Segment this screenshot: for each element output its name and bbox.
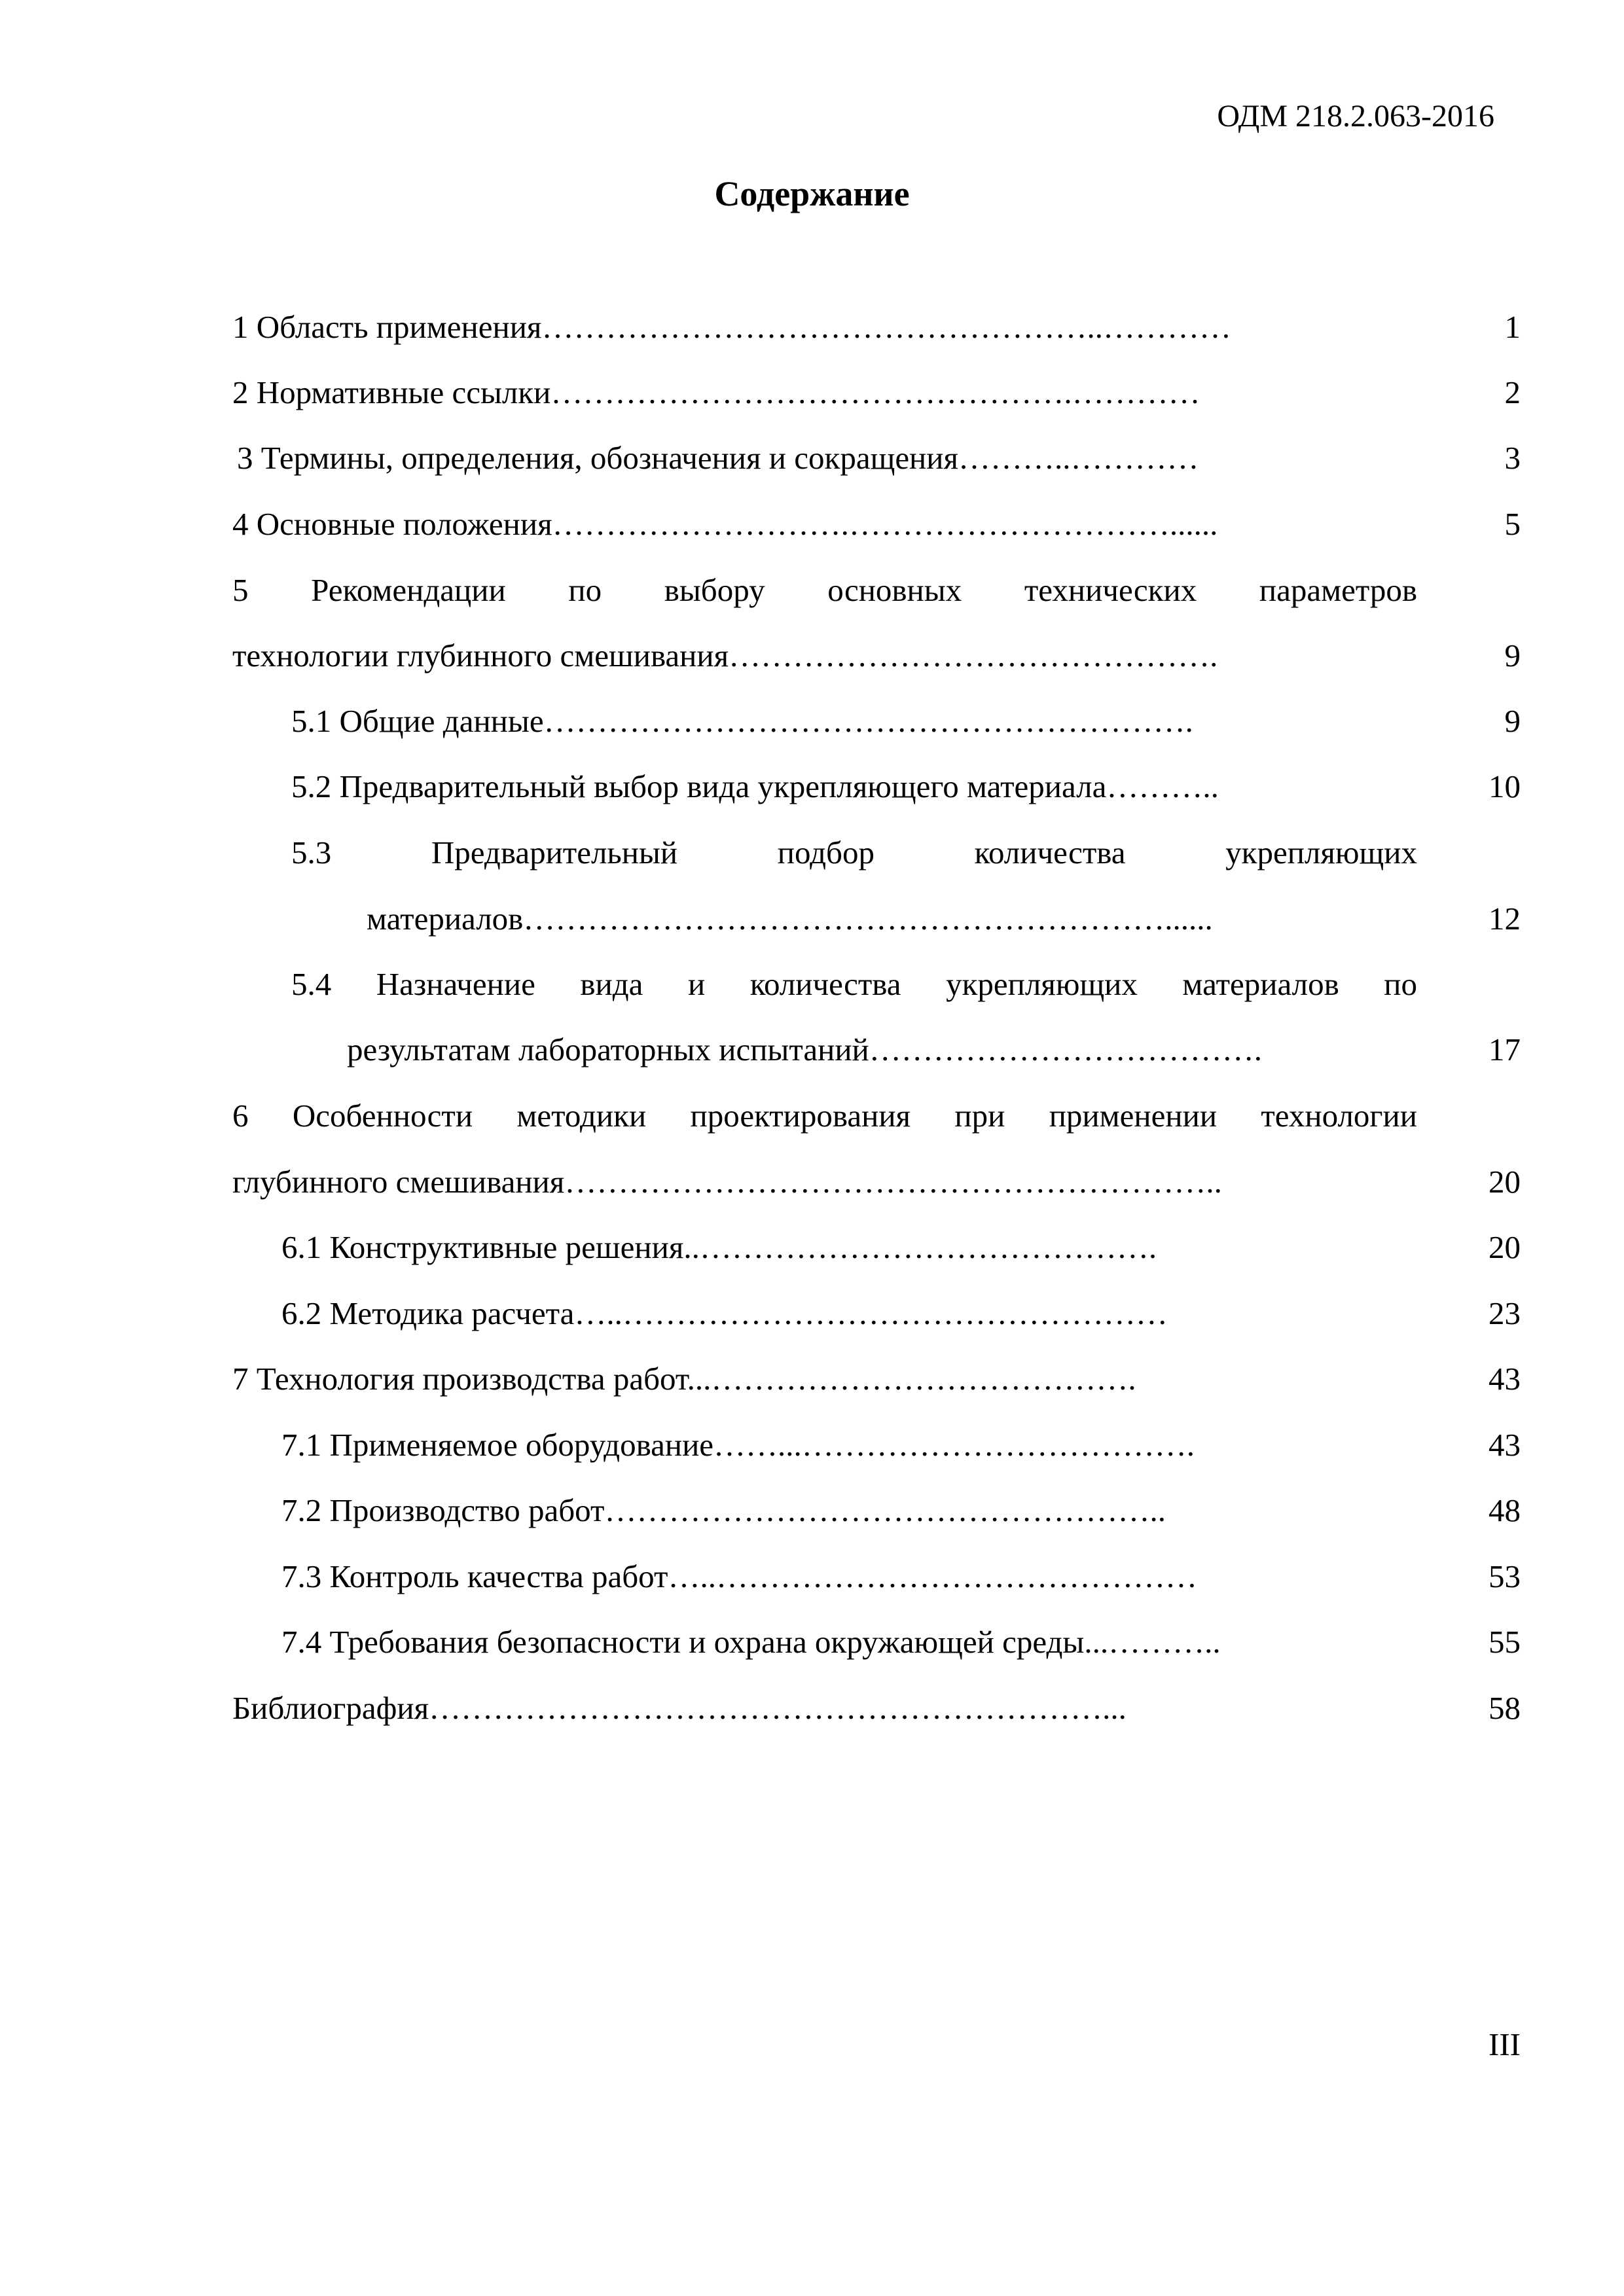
toc-entry-5-3-line-1[interactable]	[291, 833, 1417, 872]
toc-entry-5-1[interactable]: 5.1 Общие данные…………………………………………………….	[291, 703, 1193, 739]
word: Рекомендации	[311, 572, 506, 608]
toc-entry-2[interactable]: 2 Нормативные ссылки………………………………………….…………	[232, 374, 1200, 410]
toc-entry-5-2[interactable]: 5.2 Предварительный выбор вида укрепляющего материала………..	[291, 768, 1219, 804]
toc-entry-5-3-line-2[interactable]: материалов……………………………………………………......	[367, 901, 1213, 937]
word: проектирования	[690, 1098, 911, 1134]
toc-entry-5-4-line-1[interactable]	[291, 965, 1417, 1004]
word: Назначение	[376, 966, 535, 1002]
word: применении	[1049, 1098, 1218, 1134]
toc-page-6: 20	[1489, 1164, 1521, 1200]
toc-page-3: 3	[1504, 440, 1521, 476]
word: количества	[974, 834, 1126, 870]
toc-page-6-1: 20	[1489, 1229, 1521, 1265]
word: технологии	[1261, 1098, 1417, 1134]
toc-page-4: 5	[1504, 506, 1521, 542]
word: основных	[827, 572, 962, 608]
toc-entry-bibliography[interactable]: Библиография………………………………………………………...	[232, 1690, 1127, 1726]
toc-entry-1[interactable]: 1 Область применения……………………………………………..…………	[232, 309, 1231, 345]
word: параметров	[1259, 572, 1417, 608]
toc-entry-6-2[interactable]: 6.2 Методика расчета…..……………………………………………	[281, 1295, 1168, 1331]
page-number: III	[1489, 2026, 1521, 2062]
word: укрепляющих	[946, 966, 1138, 1002]
word: Предварительный	[431, 834, 678, 870]
toc-entry-5-line-1[interactable]	[232, 571, 1417, 610]
toc-entry-6-line-1[interactable]	[232, 1096, 1417, 1136]
toc-page-5-3: 12	[1489, 901, 1521, 937]
word: количества	[749, 966, 901, 1002]
toc-entry-6-line-2[interactable]: глубинного смешивания……………………………………………………..	[232, 1164, 1222, 1200]
toc-page-7-3: 53	[1489, 1558, 1521, 1594]
toc-entry-7-4[interactable]: 7.4 Требования безопасности и охрана окружающей среды...………..	[281, 1624, 1221, 1660]
word: при	[954, 1098, 1005, 1134]
toc-page-bibliography: 58	[1489, 1690, 1521, 1726]
document-code: ОДМ 218.2.063-2016	[1217, 99, 1494, 134]
word: подбор	[777, 834, 875, 870]
toc-entry-5-line-2[interactable]: технологии глубинного смешивания……………………………………….	[232, 637, 1218, 673]
word: Особенности	[292, 1098, 473, 1134]
word: 5	[232, 572, 249, 608]
page-title: Содержание	[714, 174, 910, 213]
toc-page-7-4: 55	[1489, 1624, 1521, 1660]
toc-entry-3[interactable]: 3 Термины, определения, обозначения и сокращения………..…………	[237, 440, 1199, 476]
word: выбору	[664, 572, 765, 608]
word: и	[687, 966, 706, 1002]
toc-entry-7-2[interactable]: 7.2 Производство работ……………………………………………..	[281, 1492, 1166, 1528]
word: методики	[516, 1098, 647, 1134]
toc-page-1: 1	[1504, 309, 1521, 345]
toc-entry-4[interactable]: 4 Основные положения……………………….…………………………......	[232, 506, 1218, 542]
word: по	[1384, 966, 1417, 1002]
word: материалов	[1182, 966, 1339, 1002]
word: 6	[232, 1098, 249, 1134]
toc-page-6-2: 23	[1489, 1295, 1521, 1331]
toc-entry-7-3[interactable]: 7.3 Контроль качества работ…..………………………………………	[281, 1558, 1197, 1594]
toc-entry-7[interactable]: 7 Технология производства работ...………………………………….	[232, 1361, 1136, 1397]
toc-page-2: 2	[1504, 374, 1521, 410]
toc-page-5: 9	[1504, 637, 1521, 673]
toc-page-5-2: 10	[1489, 768, 1521, 804]
word: 5.3	[291, 834, 332, 870]
toc-entry-5-4-line-2[interactable]: результатам лабораторных испытаний……………………………….	[347, 1031, 1263, 1067]
toc-page-5-4: 17	[1489, 1031, 1521, 1067]
word: технических	[1024, 572, 1197, 608]
toc-page-5-1: 9	[1504, 703, 1521, 739]
word: 5.4	[291, 966, 332, 1002]
toc-entry-7-1[interactable]: 7.1 Применяемое оборудование……...……………………………….	[281, 1427, 1195, 1463]
toc-page-7-1: 43	[1489, 1427, 1521, 1463]
toc-entry-6-1[interactable]: 6.1 Конструктивные решения..…………………………………….	[281, 1229, 1157, 1265]
word: по	[568, 572, 602, 608]
toc-page-7-2: 48	[1489, 1492, 1521, 1528]
word: вида	[580, 966, 643, 1002]
toc-page-7: 43	[1489, 1361, 1521, 1397]
word: укрепляющих	[1225, 834, 1417, 870]
